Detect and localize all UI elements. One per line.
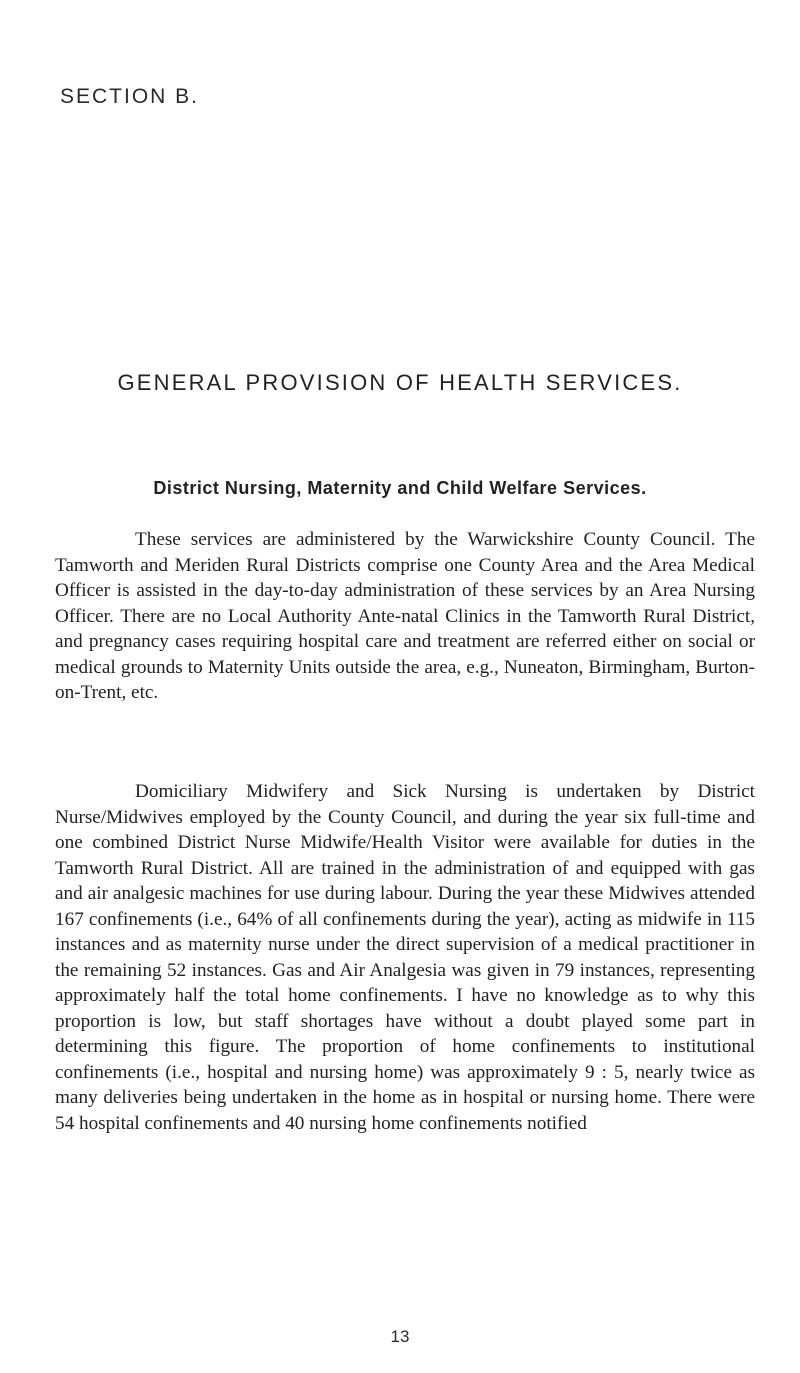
body-paragraph: Domiciliary Midwifery and Sick Nursing is undertaken by District Nurse/Midwives employed by the County Council, and during the year six full-time and one combined District Nurse Midwife/Health Visitor were available for duties in the Tamworth Rural District. All are trained in the administration of and equipped with gas and air analgesic machines for use during labour. During the year these Midwives attended 167 confinements (i.e., 64% of all confinements during the year), acting as midwife in 115 instances and as maternity nurse under the direct supervision of a medical practitioner in the remaining 52 instances. Gas and Air Analgesia was given in 79 instances, representing approximately half the total home confinements. I have no knowledge as to why this proportion is low, but staff shortages have without a doubt played some part in determining this figure. The proportion of home confinements to institutional confinements (i.e., hospital and nursing home) was approximately 9 : 5, nearly twice as many deliveries being undertaken in the home as in hospital or nursing home. There were 54 hospital confinements and 40 nursing home confinements notified — [55, 781, 755, 1134]
page-number: 13 — [390, 1327, 410, 1346]
body-paragraph: These services are administered by the Warwickshire County Council. The Tamworth and Meriden Rural Districts comprise one County Area and the Area Medical Officer is assisted in the day-to-day administration of these services by an Area Nursing Officer. There are no Local Authority Ante-natal Clinics in the Tamworth Rural District, and pregnancy cases requiring hospital care and treatment are referred either on social or medical grounds to Maternity Units outside the area, e.g., Nuneaton, Birmingham, Burton-on-Trent, etc. — [55, 529, 755, 703]
page-title: GENERAL PROVISION OF HEALTH SERVICES. — [117, 370, 683, 395]
section-subtitle: District Nursing, Maternity and Child Welfare Services. — [153, 478, 647, 498]
section-label: SECTION B. — [60, 85, 200, 108]
